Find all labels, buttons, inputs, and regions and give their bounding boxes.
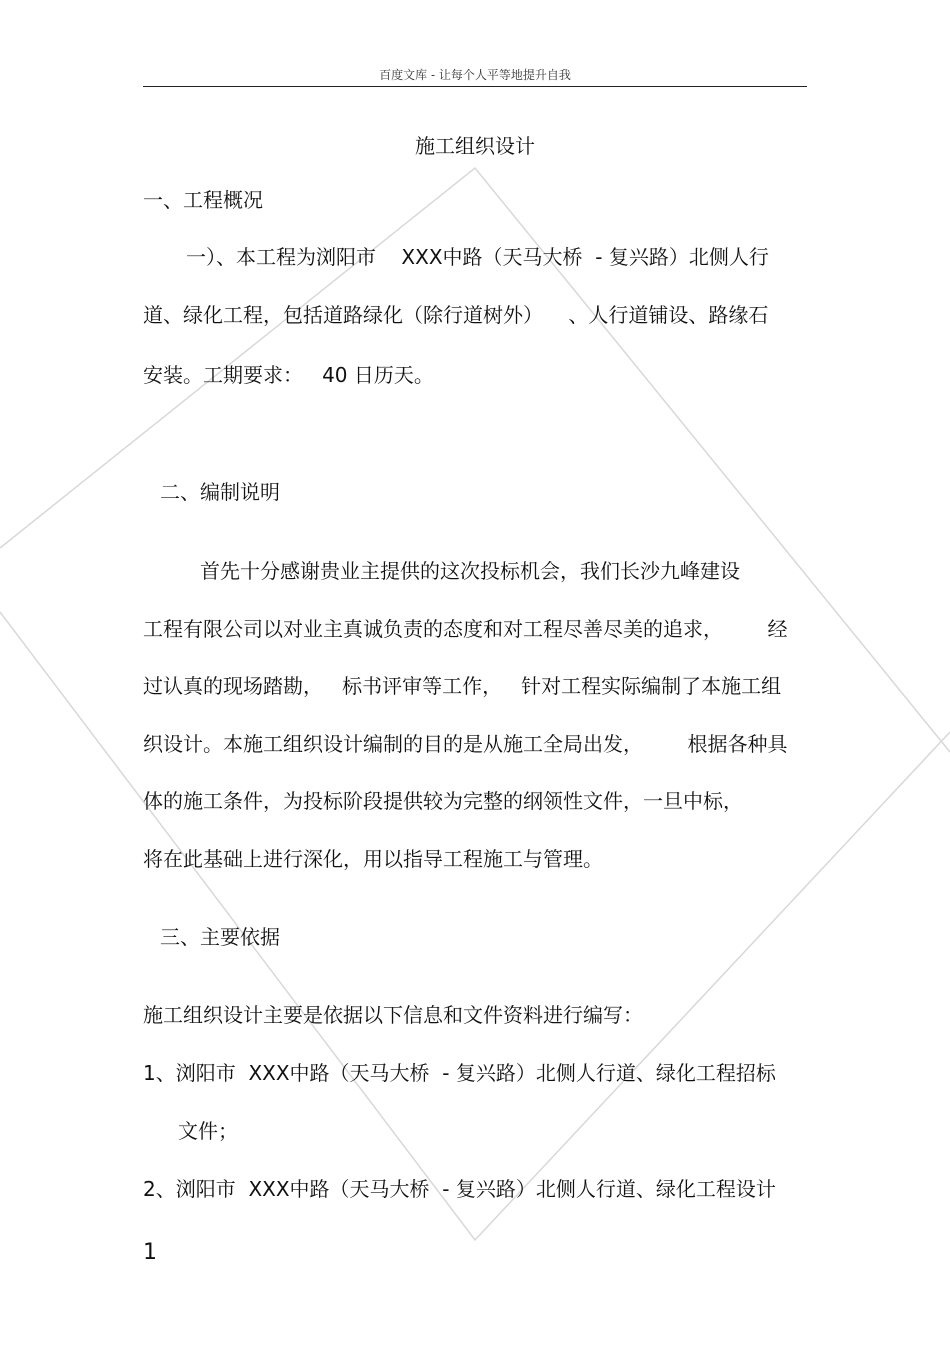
- paragraph-line: 施工组织设计主要是依据以下信息和文件资料进行编写：: [143, 1003, 643, 1027]
- paragraph-line: 将在此基础上进行深化，用以指导工程施工与管理。: [143, 847, 603, 871]
- page-header: 百度文库 - 让每个人平等地提升自我: [379, 68, 571, 82]
- section-3-heading: 三、主要依据: [160, 925, 280, 949]
- list-item-continuation: 文件；: [178, 1119, 238, 1143]
- paragraph-line: 道、绿化工程，包括道路绿化（除行道树外） 、人行道铺设、路缘石: [143, 303, 769, 327]
- page-number: 1: [143, 1240, 157, 1265]
- paragraph-line: 一）、本工程为浏阳市 XXX中路（天马大桥 - 复兴路）北侧人行: [186, 245, 769, 269]
- paragraph-line: 安装。工期要求： 40 日历天。: [143, 363, 434, 387]
- paragraph-line: 体的施工条件，为投标阶段提供较为完整的纲领性文件，一旦中标，: [143, 789, 743, 813]
- list-item: 2、浏阳市 XXX中路（天马大桥 - 复兴路）北侧人行道、绿化工程设计: [143, 1177, 776, 1201]
- section-2-heading: 二、编制说明: [160, 480, 280, 504]
- section-1-heading: 一、工程概况: [143, 188, 263, 212]
- header-divider: [143, 86, 807, 87]
- paragraph-line: 过认真的现场踏勘， 标书评审等工作， 针对工程实际编制了本施工组: [143, 674, 782, 698]
- paragraph-line: 工程有限公司以对业主真诚负责的态度和对工程尽善尽美的追求， 经: [143, 617, 788, 641]
- paragraph-line: 织设计。本施工组织设计编制的目的是从施工全局出发， 根据各种具: [143, 732, 788, 756]
- document-title: 施工组织设计: [415, 134, 535, 158]
- paragraph-line: 首先十分感谢贵业主提供的这次投标机会，我们长沙九峰建设: [200, 559, 740, 583]
- list-item: 1、浏阳市 XXX中路（天马大桥 - 复兴路）北侧人行道、绿化工程招标: [143, 1061, 776, 1085]
